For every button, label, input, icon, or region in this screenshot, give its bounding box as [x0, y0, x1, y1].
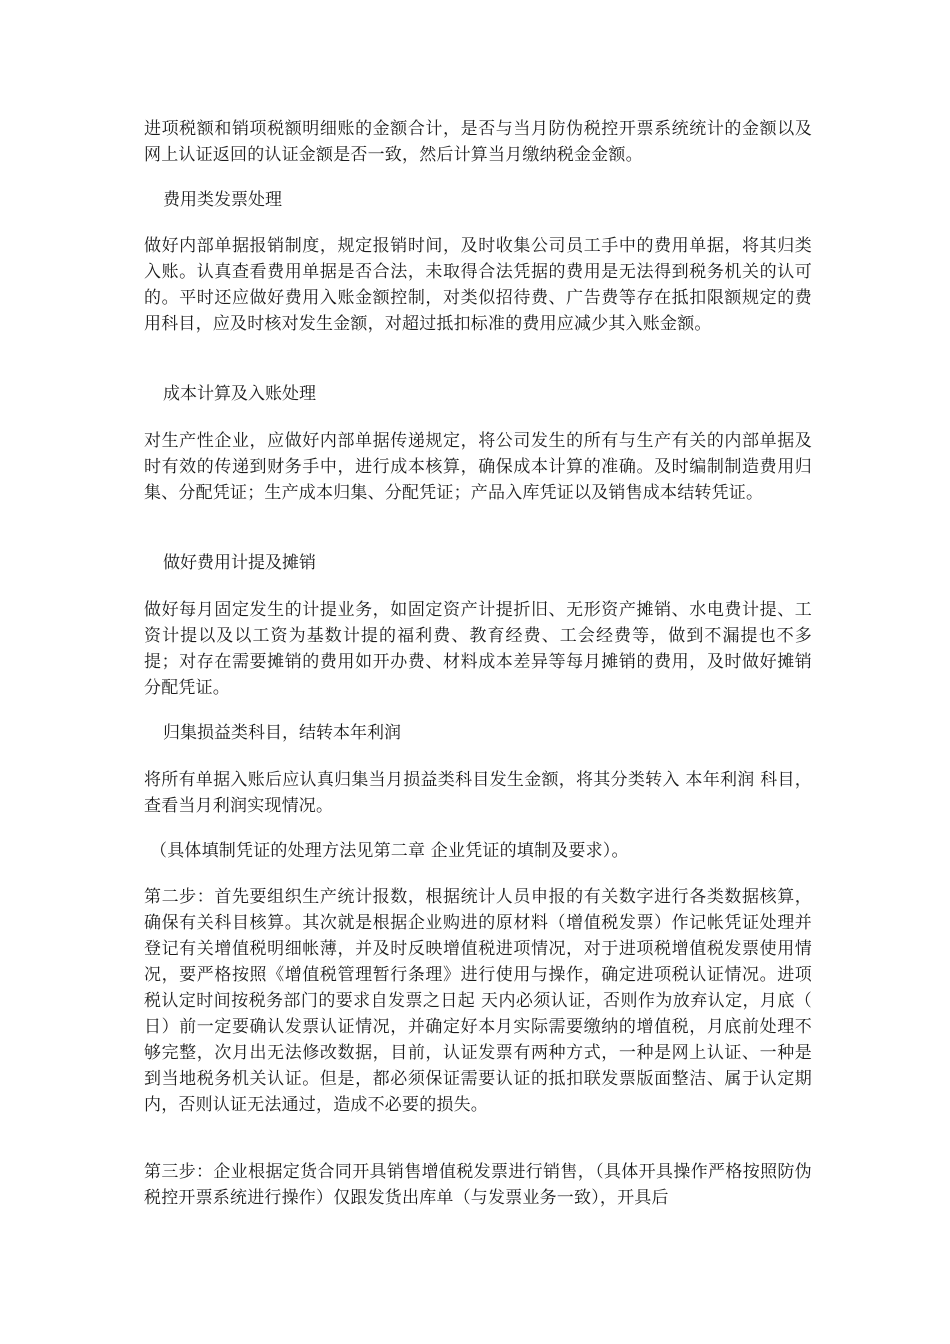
- paragraph-accrual-amortization: 做好每月固定发生的计提业务，如固定资产计提折旧、无形资产摊销、水电费计提、工资计提以及以工资为基数计提的福利费、教育经费、工会经费等，做到不漏提也不多提；对存在需要摊销的费用如开办费、材料成本差异等每月摊销的费用，及时做好摊销分配凭证。: [144, 600, 812, 698]
- paragraph-reference-chapter-two: （具体填制凭证的处理方法见第二章 企业凭证的填制及要求）。: [150, 841, 629, 861]
- heading-cost-calculation: 成本计算及入账处理: [163, 384, 316, 404]
- paragraph-cost-accounting: 对生产性企业，应做好内部单据传递规定，将公司发生的所有与生产有关的内部单据及时有效的传递到财务手中，进行成本核算，确保成本计算的准确。及时编制制造费用归集、分配凭证；生产成本归集、分配凭证；产品入库凭证以及销售成本结转凭证。: [144, 431, 812, 503]
- paragraph-expense-reimbursement: 做好内部单据报销制度，规定报销时间，及时收集公司员工手中的费用单据，将其归类入账。认真查看费用单据是否合法，未取得合法凭据的费用是无法得到税务机关的认可的。平时还应做好费用入账金额控制，对类似招待费、广告费等存在抵扣限额规定的费用科目，应及时核对发生金额，对超过抵扣标准的费用应减少其入账金额。: [144, 236, 812, 334]
- paragraph-profit-loss-closing: 将所有单据入账后应认真归集当月损益类科目发生金额，将其分类转入 本年利润 科目，查看当月利润实现情况。: [144, 770, 812, 816]
- heading-accrual-amortization: 做好费用计提及摊销: [163, 553, 316, 573]
- paragraph-input-output-tax-check: 进项税额和销项税额明细账的金额合计，是否与当月防伪税控开票系统统计的金额以及网上认证返回的认证金额是否一致，然后计算当月缴纳税金金额。: [144, 119, 812, 165]
- heading-expense-invoice: 费用类发票处理: [163, 190, 282, 210]
- paragraph-step-two: 第二步：首先要组织生产统计报数，根据统计人员申报的有关数字进行各类数据核算，确保有关科目核算。其次就是根据企业购进的原材料（增值税发票）作记帐凭证处理并登记有关增值税明细帐薄，并及时反映增值税进项情况，对于进项税增值税发票使用情况，要严格按照《增值税管理暂行条理》进行使用与操作，确定进项税认证情况。进项税认定时间按税务部门的要求自发票之日起 天内必须认证，否则作为放弃认定，月底（ 日）前一定要确认发票认证情况，并确定好本月实际需要缴纳的增值税，月底前处理不够完整，次月出无法修改数据，目前，认证发票有两种方式，一种是网上认证、一种是到当地税务机关认证。但是，都必须保证需要认证的抵扣联发票版面整洁、属于认定期内，否则认证无法通过，造成不必要的损失。: [144, 887, 812, 1115]
- heading-profit-loss-closing: 归集损益类科目，结转本年利润: [163, 723, 401, 743]
- paragraph-step-three: 第三步：企业根据定货合同开具销售增值税发票进行销售，（具体开具操作严格按照防伪税控开票系统进行操作）仅跟发货出库单（与发票业务一致），开具后: [144, 1162, 812, 1208]
